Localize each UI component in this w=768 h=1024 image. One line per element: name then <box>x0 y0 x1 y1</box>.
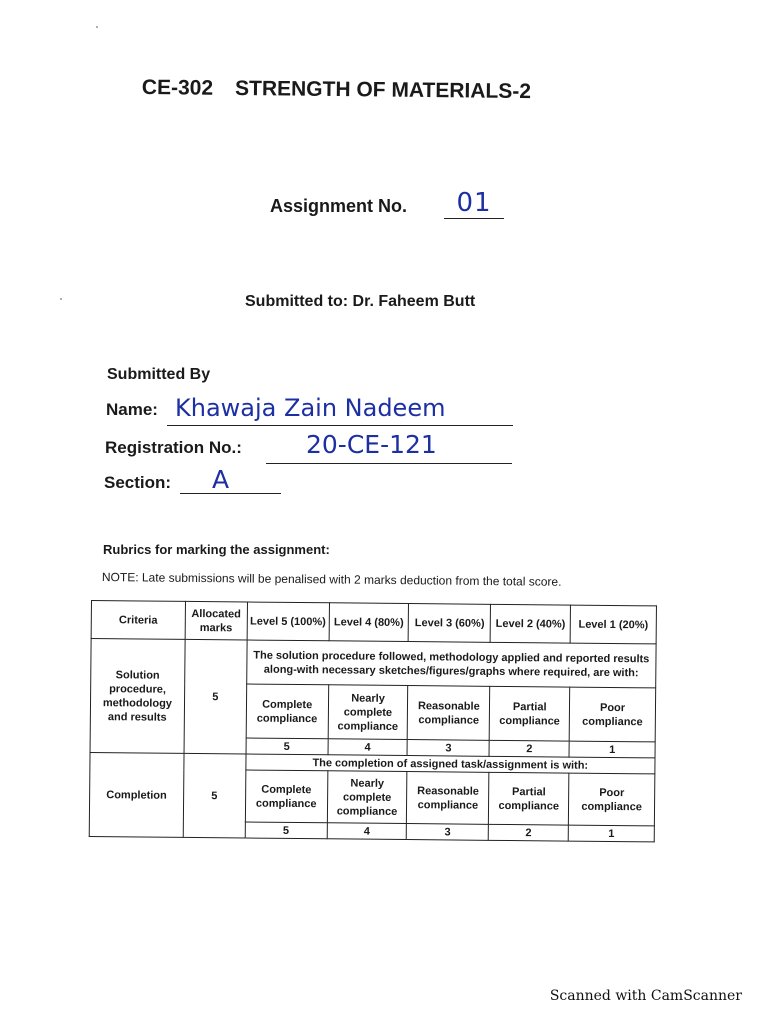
allocated-marks-cell: 5 <box>183 753 246 838</box>
table-row <box>91 639 656 688</box>
criteria-description: The solution procedure followed, methodology applied and reported results along-with necessary sketches/figures/graphs where required, are with: <box>246 640 656 688</box>
section-underline <box>180 493 281 494</box>
level-3-score: 3 <box>407 740 489 757</box>
header-level-2: Level 2 (40%) <box>490 604 570 643</box>
allocated-marks-cell: 5 <box>184 639 247 754</box>
section-label: Section: <box>104 473 172 492</box>
level-4-score: 4 <box>327 823 407 840</box>
level-1-descriptor: Poor compliance <box>569 687 655 742</box>
level-5-score: 5 <box>245 822 327 839</box>
level-2-descriptor: Partial compliance <box>489 686 569 741</box>
registration-underline <box>266 463 512 464</box>
level-1-score: 1 <box>569 741 655 758</box>
level-5-descriptor: Complete compliance <box>246 684 328 739</box>
name-value: Khawaja Zain Nadeem <box>175 394 446 422</box>
assignment-label: Assignment No. <box>270 196 408 216</box>
header-level-1: Level 1 (20%) <box>570 605 656 644</box>
header-criteria: Criteria <box>91 601 185 640</box>
late-submission-note: NOTE: Late submissions will be penalised with 2 marks deduction from the total score. <box>101 570 562 589</box>
section-value: A <box>212 465 230 494</box>
submitted-by-heading: Submitted By <box>107 366 211 383</box>
scan-speck <box>60 298 62 300</box>
registration-label: Registration No.: <box>105 438 242 457</box>
header-level-3: Level 3 (60%) <box>409 604 491 643</box>
criteria-cell: Solution procedure, methodology and results <box>90 639 185 754</box>
level-1-score: 1 <box>568 825 654 842</box>
registration-value: 20-CE-121 <box>306 430 437 459</box>
level-4-descriptor: Nearly complete compliance <box>327 771 407 824</box>
level-3-descriptor: Reasonable compliance <box>408 686 490 741</box>
level-1-descriptor: Poor compliance <box>569 773 655 826</box>
header-level-5: Level 5 (100%) <box>247 602 329 641</box>
name-underline <box>167 425 513 426</box>
level-2-descriptor: Partial compliance <box>489 772 569 825</box>
level-3-score: 3 <box>407 824 489 841</box>
submitted-to: Submitted to: Dr. Faheem Butt <box>245 293 476 310</box>
header-allocated-marks: Allocated marks <box>185 601 247 640</box>
course-title <box>142 76 531 104</box>
criteria-cell: Completion <box>89 752 184 837</box>
rubric-table-wrapper <box>89 600 657 849</box>
name-label: Name: <box>106 400 158 419</box>
assignment-number-value: 01 <box>444 188 504 219</box>
scan-speck <box>96 26 98 28</box>
criteria-description: The completion of assigned task/assignment is with: <box>246 754 655 774</box>
header-level-4: Level 4 (80%) <box>329 603 409 642</box>
level-4-descriptor: Nearly complete compliance <box>328 685 408 740</box>
level-2-score: 2 <box>489 824 569 841</box>
course-code: CE-302 <box>141 76 214 100</box>
rubrics-title: Rubrics for marking the assignment: <box>103 542 330 557</box>
level-5-score: 5 <box>246 738 328 755</box>
level-3-descriptor: Reasonable compliance <box>407 772 489 825</box>
camscanner-stamp: Scanned with CamScanner <box>549 988 742 1004</box>
level-4-score: 4 <box>328 739 408 756</box>
course-name: STRENGTH OF MATERIALS-2 <box>234 76 532 104</box>
rubric-header-row <box>91 601 656 644</box>
level-5-descriptor: Complete compliance <box>245 770 327 823</box>
rubric-table <box>89 600 657 842</box>
level-2-score: 2 <box>489 740 569 757</box>
